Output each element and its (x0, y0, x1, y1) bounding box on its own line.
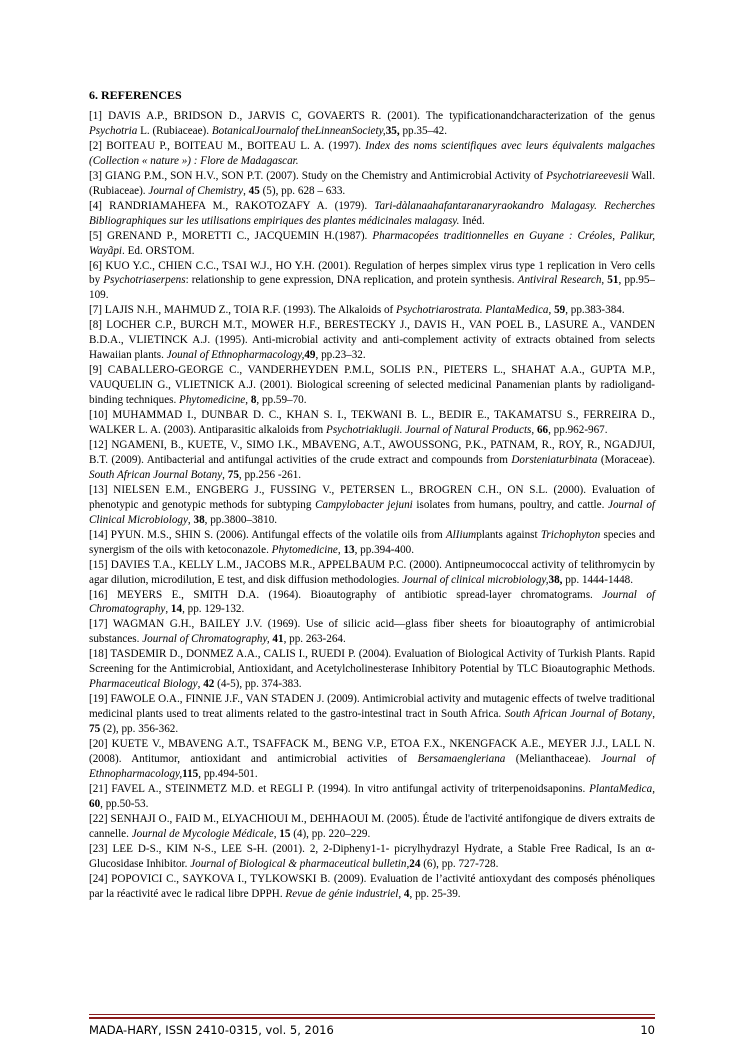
reference-text: , (222, 468, 228, 481)
reference-text: Index des noms scientifiques avec leurs équivalents malgaches (Collection « nature ») : Flore de Madagascar. (89, 139, 655, 167)
reference-text: isolates from humans, poultry, and cattle. (412, 498, 609, 511)
reference-text: Psychotriareevesii (546, 169, 629, 182)
reference-text: , pp.3800–3810. (204, 513, 278, 526)
reference-text: , (187, 513, 194, 526)
reference-text: , pp. 263-264. (283, 633, 346, 646)
reference-text: AlIium (445, 528, 477, 541)
reference-entry (89, 109, 655, 139)
reference-text: Dorsteniaturbinata (511, 453, 598, 466)
reference-text: Journal of Biological & pharmaceutical bulletin, (190, 857, 410, 870)
reference-text: Trichophyton (540, 528, 601, 541)
reference-text: [21] FAVEL A., STEINMETZ M.D. et REGLI P. (1994). In vitro antifungal activity of triterpenoidsaponins. (89, 782, 590, 795)
reference-text: Tari-dàlanaahafantaranaryraokandro Malagasy. Recherches Bibliographiques sur les utilisations empiriques des plantes médicinales malagasy. (89, 199, 655, 227)
reference-text: , pp.95–109. (89, 274, 655, 302)
reference-text: Journal of Ethnopharmacology, (89, 752, 655, 780)
reference-text: , pp. 129-132. (182, 603, 245, 616)
reference-text: [2] BOITEAU P., BOITEAU M., BOITEAU L. A. (1997). (89, 139, 366, 152)
reference-text: Psychotriaklugii. Journal of Natural Products (326, 424, 532, 437)
reference-text: Psychotria (89, 124, 138, 137)
reference-text: pp.35–42. (399, 124, 448, 137)
reference-text: , (243, 184, 249, 197)
reference-text: , pp.383-384. (565, 304, 625, 317)
footer-divider (89, 1014, 655, 1015)
reference-text: 75 (227, 468, 239, 481)
reference-text: Psychotriarostrata. PlantaMedica (396, 304, 549, 317)
reference-text: , pp.494-501. (198, 767, 258, 780)
reference-text: , (652, 782, 655, 795)
page-number: 10 (640, 1023, 655, 1037)
reference-text: , (245, 394, 251, 407)
footer-journal: MADA-HARY, ISSN 2410-0315, vol. 5, 2016 (89, 1023, 334, 1037)
reference-text: [18] TASDEMIR D., DONMEZ A.A., CALIS I., RUEDI P. (2004). Evaluation of Biological Activity of Turkish Plants. Rapid Screening for the Antimicrobial, Antioxidant, and Acetylcholinesterase Inhibitory Potential by TLC Bioautographic Methods. (89, 648, 655, 676)
reference-text: Pharmacopées traditionnelles en Guyane : Créoles, Palikur, Wayãpi (89, 229, 655, 257)
reference-text: 115 (182, 767, 199, 780)
reference-entry (89, 318, 655, 363)
reference-entry (89, 782, 655, 812)
section-heading: 6. REFERENCES (89, 88, 182, 102)
reference-text: [19] FAWOLE O.A., FINNIE J.F., VAN STADEN J. (2009). Antimicrobial activity and mutagenic effects of twelve traditional medicinal plants used to treat aliments related to the gastro-intestinal tract in South Africa. (89, 693, 655, 721)
reference-text: , (548, 304, 555, 317)
reference-text: 60 (89, 797, 101, 810)
reference-text: [6] KUO Y.C., CHIEN C.C., TSAI W.J., HO Y.H. (2001). Regulation of herpes simplex virus type 1 replication in Vero cells by (89, 259, 655, 287)
reference-text: (Moraceae). (597, 453, 655, 466)
reference-text: BotanicalJournalof theLinneanSociety, (211, 124, 386, 137)
reference-entry (89, 363, 655, 408)
reference-text: (2), pp. 356-362. (100, 723, 179, 736)
reference-text: Pharmaceutical Biology (89, 678, 198, 691)
reference-text: (Melianthaceae). (505, 752, 602, 765)
reference-text: , pp.59–70. (256, 394, 307, 407)
reference-text: 8 (250, 394, 257, 407)
reference-text: pp. 1444-1448. (562, 573, 634, 586)
reference-text: Journal of Chromatography, (142, 633, 270, 646)
reference-text: Inéd. (459, 214, 485, 227)
reference-text: [3] GIANG P.M., SON H.V., SON P.T. (2007). Study on the Chemistry and Antimicrobial Activity of (89, 169, 547, 182)
reference-text: Antiviral Research (517, 274, 602, 287)
reference-text: Wall. (Rubiaceae). (89, 169, 655, 197)
reference-text: Journal of Chromatography (89, 588, 655, 616)
reference-text: (4), pp. 220–229. (290, 827, 371, 840)
reference-text: Campylobacter jejuni (315, 498, 413, 511)
reference-text: Jounal of Ethnopharmacology, (166, 349, 305, 362)
reference-text: , pp. 25-39. (409, 887, 461, 900)
reference-text: 13 (343, 543, 355, 556)
reference-text: [13] NIELSEN E.M., ENGBERG J., FUSSING V., PETERSEN L., BROGREN C.H., ON S.L. (2000). Evaluation of phenotypic and genotypic methods for subtyping (89, 483, 655, 511)
reference-entry (89, 647, 655, 692)
reference-text: PlantaMedica (589, 782, 653, 795)
reference-text: [23] LEE D-S., KIM N-S., LEE S-H. (2001). 2, 2-Dipheny1-1- picrylhydrazyl Hydrate, a Stable Free Radical, Is an α-Glucosidase Inhibitor. (89, 842, 655, 870)
reference-entry (89, 737, 655, 782)
reference-text: 51 (607, 274, 619, 287)
reference-text: [17] WAGMAN G.H., BAILEY J.V. (1969). Use of silicic acid—glass fiber sheets for bioautography of antimicrobial substances. (89, 618, 655, 646)
reference-text: 24 (409, 857, 421, 870)
reference-entry (89, 139, 655, 169)
reference-entry (89, 588, 655, 618)
reference-text: , pp.23–32. (315, 349, 366, 362)
reference-entry (89, 438, 655, 483)
reference-text: Journal of clinical microbiology, (402, 573, 549, 586)
reference-text: Journal de Mycologie Médicale (131, 827, 274, 840)
reference-text: 75 (89, 723, 101, 736)
reference-text: 15 (279, 827, 291, 840)
reference-entry (89, 617, 655, 647)
reference-entry (89, 528, 655, 558)
reference-entry (89, 229, 655, 259)
reference-text: [16] MEYERS E., SMITH D.A. (1964). Bioautography of antibiotic spread-layer chromatograms. (89, 588, 603, 601)
reference-text: [9] CABALLERO-GEORGE C., VANDERHEYDEN P.M.L, SOLIS P.N., PIETERS L., SHAHAT A.A., GUPTA M.P., VAUQUELIN G., VLIETNICK A.J. (2001). Biological screening of selected medicinal Panamenian plants by radioligand-binding techniques. (89, 364, 655, 407)
reference-text: Journal of Chemistry (148, 184, 244, 197)
reference-text: [4] RANDRIAMAHEFA M., RAKOTOZAFY A. (1979). (89, 199, 375, 212)
reference-text: [12] NGAMENI, B., KUETE, V., SIMO I.K., MBAVENG, A.T., AWOUSSONG, P.K., PATNAM, R., ROY, R., NGADJUI, B.T. (2009). Antibacterial and antifungal activities of the crude extract and compounds from (89, 438, 655, 466)
reference-text: Psychotriaserpens (103, 274, 186, 287)
reference-text: [15] DAVIES T.A., KELLY L.M., JACOBS M.R., APPELBAUM P.C. (2000). Antipneumococcal activity of telithromycin by agar dilution, microdilution, E test, and disk diffusion methodologies. (89, 558, 655, 586)
reference-text: . Ed. ORSTOM. (122, 244, 195, 257)
reference-text: [22] SENHAJI O., FAID M., ELYACHIOUI M., DEHHAOUI M. (2005). Étude de l'activité antifongique de divers extraits de cannelle. (89, 812, 655, 840)
reference-text: 14 (170, 603, 183, 616)
reference-text: , (273, 827, 280, 840)
reference-text: [1] DAVIS A.P., BRIDSON D., JARVIS C, GOVAERTS R. (2001). The typificationandcharacterization of the genus (89, 110, 655, 122)
reference-text: (5), pp. 628 – 633. (259, 184, 346, 197)
reference-text: [8] LOCHER C.P., BURCH M.T., MOWER H.F., BERESTECKY J., DAVIS H., VAN POEL B., LASURE A., VANDEN B.D.A., VLIETINCK A.J. (1995). Anti-microbial activity and anti-complement activity of extracts obtained from selects Hawaiian plants. (89, 319, 655, 362)
reference-text: , pp.256 -261. (238, 468, 302, 481)
reference-text: , (165, 603, 171, 616)
reference-entry (89, 408, 655, 438)
reference-entry (89, 872, 655, 902)
reference-text: , (337, 543, 344, 556)
reference-text: [24] POPOVICI C., SAYKOVA I., TYLKOWSKI B. (2009). Evaluation de l’activité antioxydant des composés phénoliques par la réactivité avec le radical libre DPPH. (89, 872, 655, 900)
reference-text: Phytomedicine (179, 394, 246, 407)
reference-text: 49 (304, 349, 316, 362)
reference-entry (89, 169, 655, 199)
reference-text: Journal of Clinical Microbiology (89, 498, 655, 526)
reference-entry (89, 692, 655, 737)
reference-text: , (601, 274, 608, 287)
reference-entry (89, 483, 655, 528)
reference-text: 38 (193, 513, 205, 526)
footer-divider-thick (89, 1017, 655, 1019)
reference-text: (6), pp. 727-728. (420, 857, 499, 870)
reference-entry (89, 199, 655, 229)
reference-text: species and synergism of the oils with ketoconazole. (89, 528, 655, 556)
reference-text: , (197, 678, 204, 691)
reference-list (89, 109, 655, 902)
reference-text: [10] MUHAMMAD I., DUNBAR D. C., KHAN S. I., TEKWANI B. L., BEDIR E., TAKAMATSU S., FERREIRA D., WALKER L. A. (2003). Antiparasitic alkaloids from (89, 409, 655, 437)
reference-text: 59 (554, 304, 566, 317)
reference-text: [20] KUETE V., MBAVENG A.T., TSAFFACK M., BENG V.P., ETOA F.X., NKENGFACK A.E., MEYER J.J., LALL N. (2008). Antitumor, antioxidant and antimicrobial activities of (89, 738, 655, 765)
reference-text: (4-5), pp. 374-383. (214, 678, 302, 691)
reference-entry (89, 842, 655, 872)
reference-entry (89, 558, 655, 588)
reference-text: , (531, 424, 537, 437)
reference-text: L. (Rubiaceae). (137, 124, 212, 137)
reference-text: 38, (548, 573, 563, 586)
reference-entry (89, 303, 655, 318)
reference-text: , pp.50-53. (100, 797, 149, 810)
reference-text: South African Journal of Botany (504, 708, 653, 721)
reference-text: , pp.962-967. (548, 424, 608, 437)
reference-text: Bersamaengleriana (417, 752, 506, 765)
reference-text: 4 (403, 887, 410, 900)
reference-text: [5] GRENAND P., MORETTI C., JACQUEMIN H.(1987). (89, 229, 373, 242)
reference-entry (89, 812, 655, 842)
reference-text: , pp.394-400. (354, 543, 414, 556)
reference-text: , (652, 708, 655, 721)
reference-text: Revue de génie industriel, (285, 887, 402, 900)
reference-text: 45 (248, 184, 260, 197)
reference-text: [14] PYUN. M.S., SHIN S. (2006). Antifungal effects of the volatile oils from (89, 528, 446, 541)
reference-text: 42 (203, 678, 215, 691)
reference-text: 35, (385, 124, 400, 137)
reference-text: [7] LAJIS N.H., MAHMUD Z., TOIA R.F. (1993). The Alkaloids of (89, 304, 397, 317)
reference-text: South African Journal Botany (89, 468, 223, 481)
reference-text: plants against (476, 528, 541, 541)
reference-entry (89, 259, 655, 304)
reference-text: 41 (272, 633, 284, 646)
reference-text: Phytomedicine (271, 543, 338, 556)
reference-text: 66 (536, 424, 549, 437)
reference-text: : relationship to gene expression, DNA replication, and protein synthesis. (185, 274, 518, 287)
